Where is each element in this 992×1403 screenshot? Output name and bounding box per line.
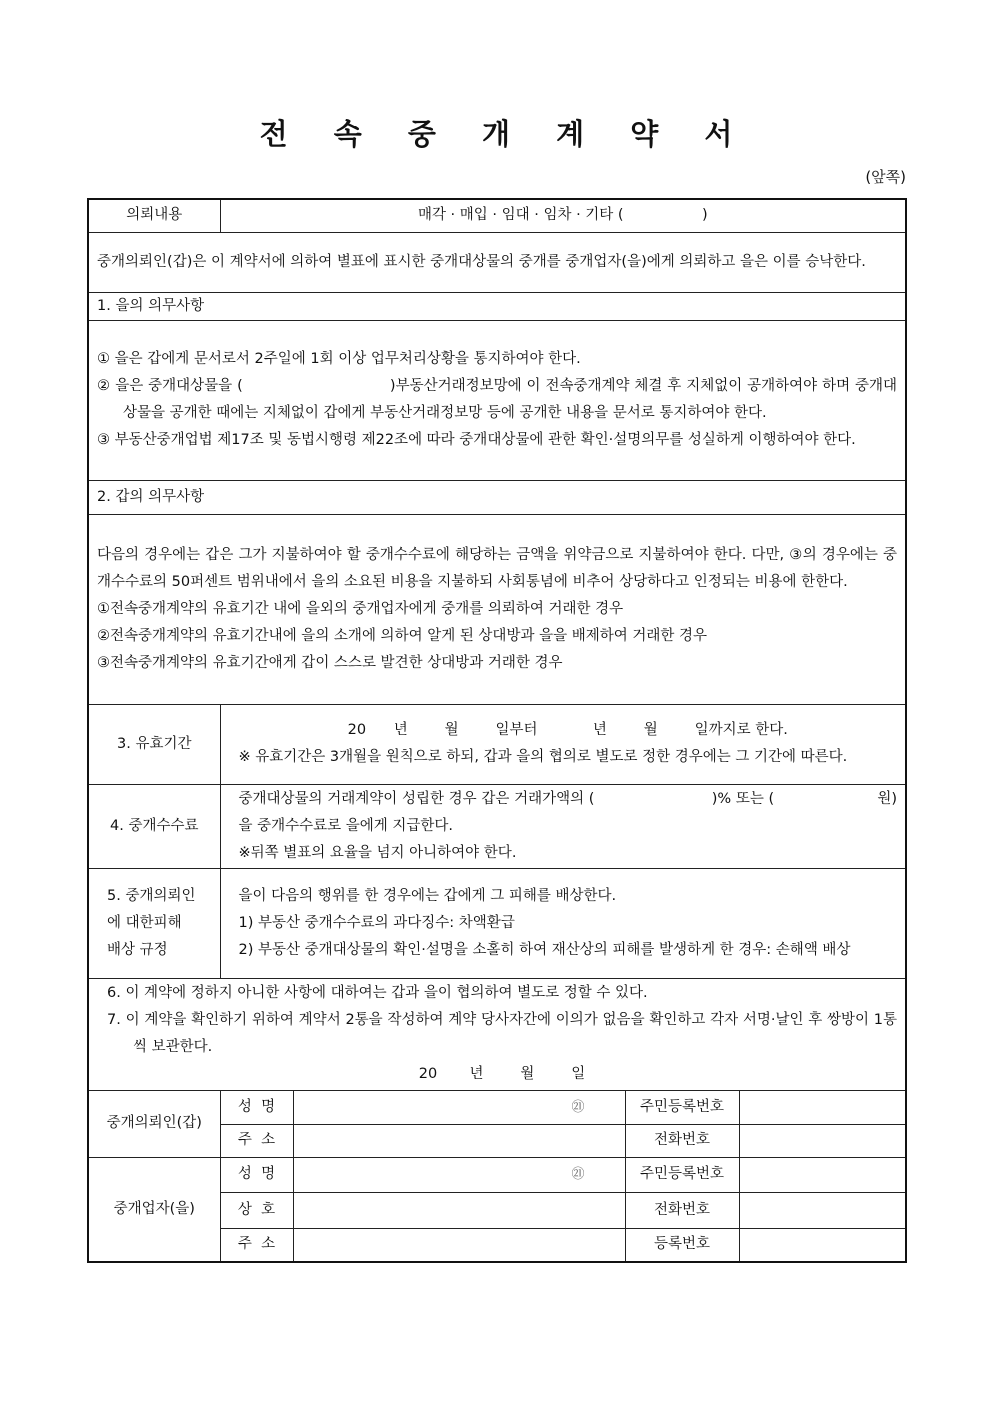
agent-id-label: 주민등록번호	[625, 1157, 739, 1192]
agent-reg-field[interactable]	[739, 1228, 906, 1262]
section2-item-3: ③전속중개계약의 유효기간애게 갑이 스스로 발견한 상대방과 거래한 경우	[97, 654, 563, 671]
section2-body-row	[88, 514, 906, 704]
request-options: 매각 · 매입 · 임대 · 임차 · 기타 ( )	[220, 199, 906, 232]
client-address-field[interactable]	[293, 1124, 625, 1157]
agent-phone-label: 전화번호	[625, 1192, 739, 1228]
agent-address-label: 주 소	[220, 1228, 293, 1262]
client-address-label: 주 소	[220, 1124, 293, 1157]
contract-form	[87, 198, 907, 1263]
client-name-field[interactable]	[293, 1090, 625, 1124]
agent-business-field[interactable]	[293, 1192, 625, 1228]
section1-body-row	[88, 320, 906, 480]
section6-text: 6. 이 계약에 정하지 아니한 사항에 대하여는 갑과 을이 협의하여 별도로 정할 수 있다.	[107, 985, 648, 1001]
section5-label-line-1: 5. 중개의뢰인	[107, 887, 196, 904]
agent-name-label: 성 명	[220, 1157, 293, 1192]
section4-row	[88, 784, 906, 868]
seal-icon: ㉑	[571, 1099, 585, 1115]
seal-icon: ㉑	[571, 1167, 585, 1182]
section1-heading: 1. 을의 의무사항	[88, 292, 906, 320]
section1-heading-row	[88, 292, 906, 320]
client-name-row	[88, 1090, 906, 1124]
section5-label	[88, 868, 220, 978]
section5-intro: 을이 다음의 행위를 한 경우에는 갑에게 그 피해를 배상한다.	[238, 887, 617, 904]
section5-label-line-3: 배상 규정	[107, 941, 168, 958]
agent-label: 중개업자(을)	[88, 1157, 220, 1262]
page-side-label: (앞쪽)	[865, 168, 906, 186]
agent-address-field[interactable]	[293, 1228, 625, 1262]
closing-body	[88, 978, 906, 1090]
agent-phone-field[interactable]	[739, 1192, 906, 1228]
section2-body	[88, 514, 906, 704]
intro-text: 중개의뢰인(갑)은 이 계약서에 의하여 별표에 표시한 중개대상물의 중개를 중개업자(을)에게 의뢰하고 을은 이를 승낙한다.	[88, 232, 906, 292]
request-row	[88, 199, 906, 232]
section5-label-line-2: 에 대한피해	[107, 914, 182, 931]
section5-item-2: 2) 부동산 중개대상물의 확인·설명을 소홀히 하여 재산상의 피해를 발생하게 한 경우: 손해액 배상	[238, 941, 851, 958]
section3-body	[220, 704, 906, 784]
section2-paragraph: 다음의 경우에는 갑은 그가 지불하여야 할 중개수수료에 해당하는 금액을 위약금으로 지불하여야 한다. 다만, ③의 경우에는 중개수수료의 50퍼센트 범위내에서 을의 소요된 비용을 지불하되 사회통념에 비추어 상당하다고 인정되는 비용에 한한다.	[97, 546, 898, 590]
agent-name-field[interactable]	[293, 1157, 625, 1192]
section1-item-2: ② 을은 중개대상물을 ( )부동산거래정보망에 이 전속중개계약 체결 후 지체없이 공개하여야 하며 중개대상물을 공개한 때에는 지체없이 갑에게 부동산거래정보망 등에 공개한 내용을 문서로 통지하여야 한다.	[97, 378, 898, 421]
agent-reg-label: 등록번호	[625, 1228, 739, 1262]
client-phone-label: 전화번호	[625, 1124, 739, 1157]
section3-row	[88, 704, 906, 784]
section3-label: 3. 유효기간	[88, 704, 220, 784]
section4-body	[220, 784, 906, 868]
section5-item-1: 1) 부동산 중개수수료의 과다징수: 차액환급	[238, 914, 515, 931]
section4-text: 중개대상물의 거래계약이 성립한 경우 갑은 거래가액의 ( )% 또는 ( 원)을 중개수수료로 을에게 지급한다.	[238, 790, 898, 834]
section1-item-1: ① 을은 갑에게 문서로서 2주일에 1회 이상 업무처리상황을 통지하여야 한다.	[97, 351, 581, 367]
section1-body	[88, 320, 906, 480]
section2-heading-row	[88, 480, 906, 514]
client-name-label: 성 명	[220, 1090, 293, 1124]
client-label: 중개의뢰인(갑)	[88, 1090, 220, 1157]
section7-text: 7. 이 계약을 확인하기 위하여 계약서 2통을 작성하여 계약 당사자간에 이의가 없음을 확인하고 각자 서명·날인 후 쌍방이 1통씩 보관한다.	[107, 1012, 898, 1055]
request-label: 의뢰내용	[88, 199, 220, 232]
signing-date: 20 년 월 일	[418, 1066, 586, 1082]
section3-period: 20 년 월 일부터 년 월 일까지로 한다.	[347, 722, 788, 738]
document-title: 전 속 중 개 계 약 서	[259, 117, 751, 151]
section3-note: ※ 유효기간은 3개월을 원칙으로 하되, 갑과 을의 협의로 별도로 정한 경우에는 그 기간에 따른다.	[238, 749, 848, 765]
section1-item-3: ③ 부동산중개업법 제17조 및 동법시행령 제22조에 따라 중개대상물에 관한 확인·설명의무를 성실하게 이행하여야 한다.	[97, 432, 856, 448]
section2-item-2: ②전속중개계약의 유효기간내에 을의 소개에 의하여 알게 된 상대방과 을을 배제하여 거래한 경우	[97, 627, 707, 644]
agent-id-field[interactable]	[739, 1157, 906, 1192]
agent-business-label: 상 호	[220, 1192, 293, 1228]
closing-row	[88, 978, 906, 1090]
section5-row	[88, 868, 906, 978]
intro-row	[88, 232, 906, 292]
section4-label: 4. 중개수수료	[88, 784, 220, 868]
client-phone-field[interactable]	[739, 1124, 906, 1157]
section4-note: ※뒤쪽 별표의 요율을 넘지 아니하여야 한다.	[238, 844, 517, 861]
section2-heading: 2. 갑의 의무사항	[88, 480, 906, 514]
section2-item-1: ①전속중개계약의 유효기간 내에 을외의 중개업자에게 중개를 의뢰하여 거래한 경우	[97, 600, 624, 617]
client-id-label: 주민등록번호	[625, 1090, 739, 1124]
client-id-field[interactable]	[739, 1090, 906, 1124]
agent-name-row	[88, 1157, 906, 1192]
section5-body	[220, 868, 906, 978]
